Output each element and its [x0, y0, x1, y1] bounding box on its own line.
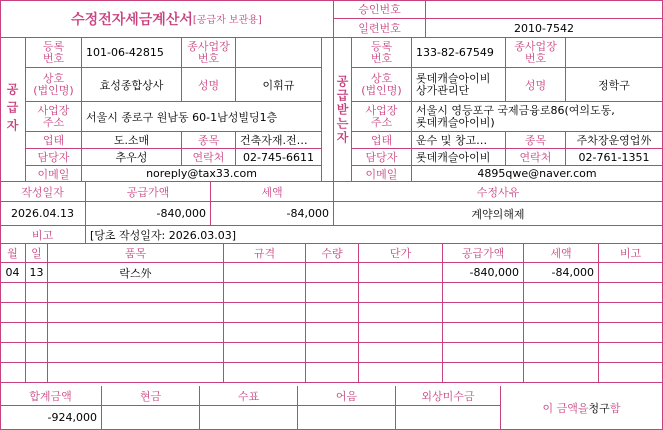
- buyer-mgr-value: 롯데캐슬아이비: [412, 149, 506, 166]
- items-row-cell: [443, 363, 524, 383]
- cash-value: [102, 406, 200, 430]
- supplier-biz-value: 도.소매: [82, 132, 182, 149]
- tax-value: -84,000: [211, 202, 334, 226]
- supplier-email-value: noreply@tax33.com: [82, 166, 322, 182]
- buyer-biz-value: 운수 및 창고…: [412, 132, 506, 149]
- supplier-email-label: 이메일: [26, 166, 82, 182]
- total-label: 합계금액: [0, 386, 102, 406]
- buyer-biz-label: 업태: [352, 132, 412, 149]
- tax-label: 세액: [211, 182, 334, 202]
- items-row-cell: [48, 363, 224, 383]
- items-row-cell: 04: [0, 263, 26, 283]
- items-row-cell: [599, 303, 663, 323]
- claim-text-pre: 이 금액을: [542, 401, 589, 415]
- claim-word: 청구: [588, 401, 610, 415]
- items-row-cell: [0, 303, 26, 323]
- items-row-cell: [224, 343, 306, 363]
- items-header-cell: 규격: [224, 244, 306, 263]
- items-row-cell: [306, 323, 359, 343]
- buyer-tel-value: 02-761-1351: [566, 149, 663, 166]
- claim-statement: [501, 386, 663, 430]
- supplier-rep-value: 이휘규: [236, 68, 322, 102]
- supplier-name-value: 효성종합상사: [82, 68, 182, 102]
- supplier-reg-value: 101-06-42815: [82, 38, 182, 68]
- buyer-reg-label: 등록 번호: [352, 38, 412, 68]
- items-header-cell: 세액: [524, 244, 599, 263]
- buyer-tel-label: 연락처: [506, 149, 566, 166]
- serial-label: 일련번호: [334, 19, 426, 38]
- items-row-cell: [48, 323, 224, 343]
- items-header-cell: 품목: [48, 244, 224, 263]
- claim-text-post: 함: [609, 401, 621, 415]
- items-row-cell: [524, 303, 599, 323]
- items-row-cell: [48, 343, 224, 363]
- items-row-cell: [306, 283, 359, 303]
- buyer-item-label: 종목: [506, 132, 566, 149]
- items-row-cell: [26, 363, 48, 383]
- items-row-cell: [524, 283, 599, 303]
- total-value: -924,000: [0, 406, 102, 430]
- buyer-email-label: 이메일: [352, 166, 412, 182]
- buyer-mgr-label: 담당자: [352, 149, 412, 166]
- items-row-cell: [224, 363, 306, 383]
- items-row-cell: [48, 283, 224, 303]
- items-header-cell: 공급가액: [443, 244, 524, 263]
- buyer-sub-value: [566, 38, 663, 68]
- supplier-mgr-value: 추우성: [82, 149, 182, 166]
- credit-value: [396, 406, 501, 430]
- reason-value: 계약의해제: [334, 202, 663, 226]
- approval-value: [426, 0, 663, 19]
- items-row-cell: [359, 283, 443, 303]
- items-row-cell: [0, 363, 26, 383]
- bill-value: [298, 406, 396, 430]
- supplier-side-label: 공급자: [0, 38, 26, 182]
- items-row-cell: 13: [26, 263, 48, 283]
- items-row-cell: [359, 303, 443, 323]
- items-row-cell: [306, 263, 359, 283]
- supplier-reg-label: 등록 번호: [26, 38, 82, 68]
- invoice-title: 수정전자세금계산서 [공급자 보관용]: [0, 0, 334, 38]
- date-label: 작성일자: [0, 182, 86, 202]
- reason-label: 수정사유: [334, 182, 663, 202]
- buyer-name-label: 상호 (법인명): [352, 68, 412, 102]
- items-row-cell: [524, 343, 599, 363]
- supplier-sub-label: 종사업장 번호: [182, 38, 236, 68]
- items-row-cell: [306, 343, 359, 363]
- supplier-biz-label: 업태: [26, 132, 82, 149]
- buyer-item-value: 주차장운영업外: [566, 132, 663, 149]
- approval-label: 승인번호: [334, 0, 426, 19]
- items-row-cell: -840,000: [443, 263, 524, 283]
- buyer-addr-label: 사업장 주소: [352, 102, 412, 132]
- serial-value: 2010-7542: [426, 19, 663, 38]
- supplier-name-label: 상호 (법인명): [26, 68, 82, 102]
- items-row-cell: [26, 323, 48, 343]
- buyer-side-label: 공급받는자: [334, 38, 352, 182]
- items-row-cell: [524, 363, 599, 383]
- column-gap: [322, 38, 334, 182]
- items-row-cell: [0, 283, 26, 303]
- items-row-cell: [224, 303, 306, 323]
- check-value: [200, 406, 298, 430]
- note-label: 비고: [0, 226, 86, 244]
- items-header-cell: 월: [0, 244, 26, 263]
- items-header-cell: 비고: [599, 244, 663, 263]
- items-row-cell: [359, 363, 443, 383]
- buyer-email-value: 4895qwe@naver.com: [412, 166, 663, 182]
- buyer-name-value: 롯데캐슬아이비 상가관리단: [412, 68, 506, 102]
- supplier-addr-label: 사업장 주소: [26, 102, 82, 132]
- items-row-cell: [26, 343, 48, 363]
- items-row-cell: [48, 303, 224, 323]
- items-row-cell: [306, 363, 359, 383]
- buyer-rep-label: 성명: [506, 68, 566, 102]
- items-row-cell: [599, 363, 663, 383]
- supplier-item-label: 종목: [182, 132, 236, 149]
- items-row-cell: [443, 323, 524, 343]
- buyer-rep-value: 정학구: [566, 68, 663, 102]
- items-row-cell: [0, 343, 26, 363]
- items-header-cell: 수량: [306, 244, 359, 263]
- buyer-addr-value: 서울시 영등포구 국제금융로86(여의도동, 롯데캐슬아이비): [412, 102, 663, 132]
- supplier-mgr-label: 담당자: [26, 149, 82, 166]
- note-value: [당초 작성일자: 2026.03.03]: [86, 226, 663, 244]
- buyer-sub-label: 종사업장 번호: [506, 38, 566, 68]
- items-row-cell: [359, 323, 443, 343]
- items-row-cell: [599, 323, 663, 343]
- items-header-cell: 단가: [359, 244, 443, 263]
- supplier-tel-label: 연락처: [182, 149, 236, 166]
- items-row-cell: [443, 343, 524, 363]
- supplier-addr-value: 서울시 종로구 원남동 60-1남성빌딩1층: [82, 102, 322, 132]
- items-row-cell: [224, 263, 306, 283]
- items-header-cell: 일: [26, 244, 48, 263]
- items-row-cell: [359, 263, 443, 283]
- bill-label: 어음: [298, 386, 396, 406]
- date-value: 2026.04.13: [0, 202, 86, 226]
- items-row-cell: [0, 323, 26, 343]
- items-row-cell: [359, 343, 443, 363]
- check-label: 수표: [200, 386, 298, 406]
- items-row-cell: [443, 303, 524, 323]
- items-row-cell: [599, 283, 663, 303]
- items-row-cell: -84,000: [524, 263, 599, 283]
- items-row-cell: [26, 303, 48, 323]
- supply-label: 공급가액: [86, 182, 211, 202]
- supplier-item-value: 건축자재.전…: [236, 132, 322, 149]
- items-row-cell: [443, 283, 524, 303]
- cash-label: 현금: [102, 386, 200, 406]
- items-row-cell: [599, 263, 663, 283]
- buyer-reg-value: 133-82-67549: [412, 38, 506, 68]
- supplier-sub-value: [236, 38, 322, 68]
- items-row-cell: [224, 323, 306, 343]
- items-row-cell: [306, 303, 359, 323]
- items-row-cell: 락스外: [48, 263, 224, 283]
- supply-value: -840,000: [86, 202, 211, 226]
- credit-label: 외상미수금: [396, 386, 501, 406]
- items-row-cell: [224, 283, 306, 303]
- items-row-cell: [26, 283, 48, 303]
- supplier-tel-value: 02-745-6611: [236, 149, 322, 166]
- supplier-rep-label: 성명: [182, 68, 236, 102]
- items-row-cell: [599, 343, 663, 363]
- items-row-cell: [524, 323, 599, 343]
